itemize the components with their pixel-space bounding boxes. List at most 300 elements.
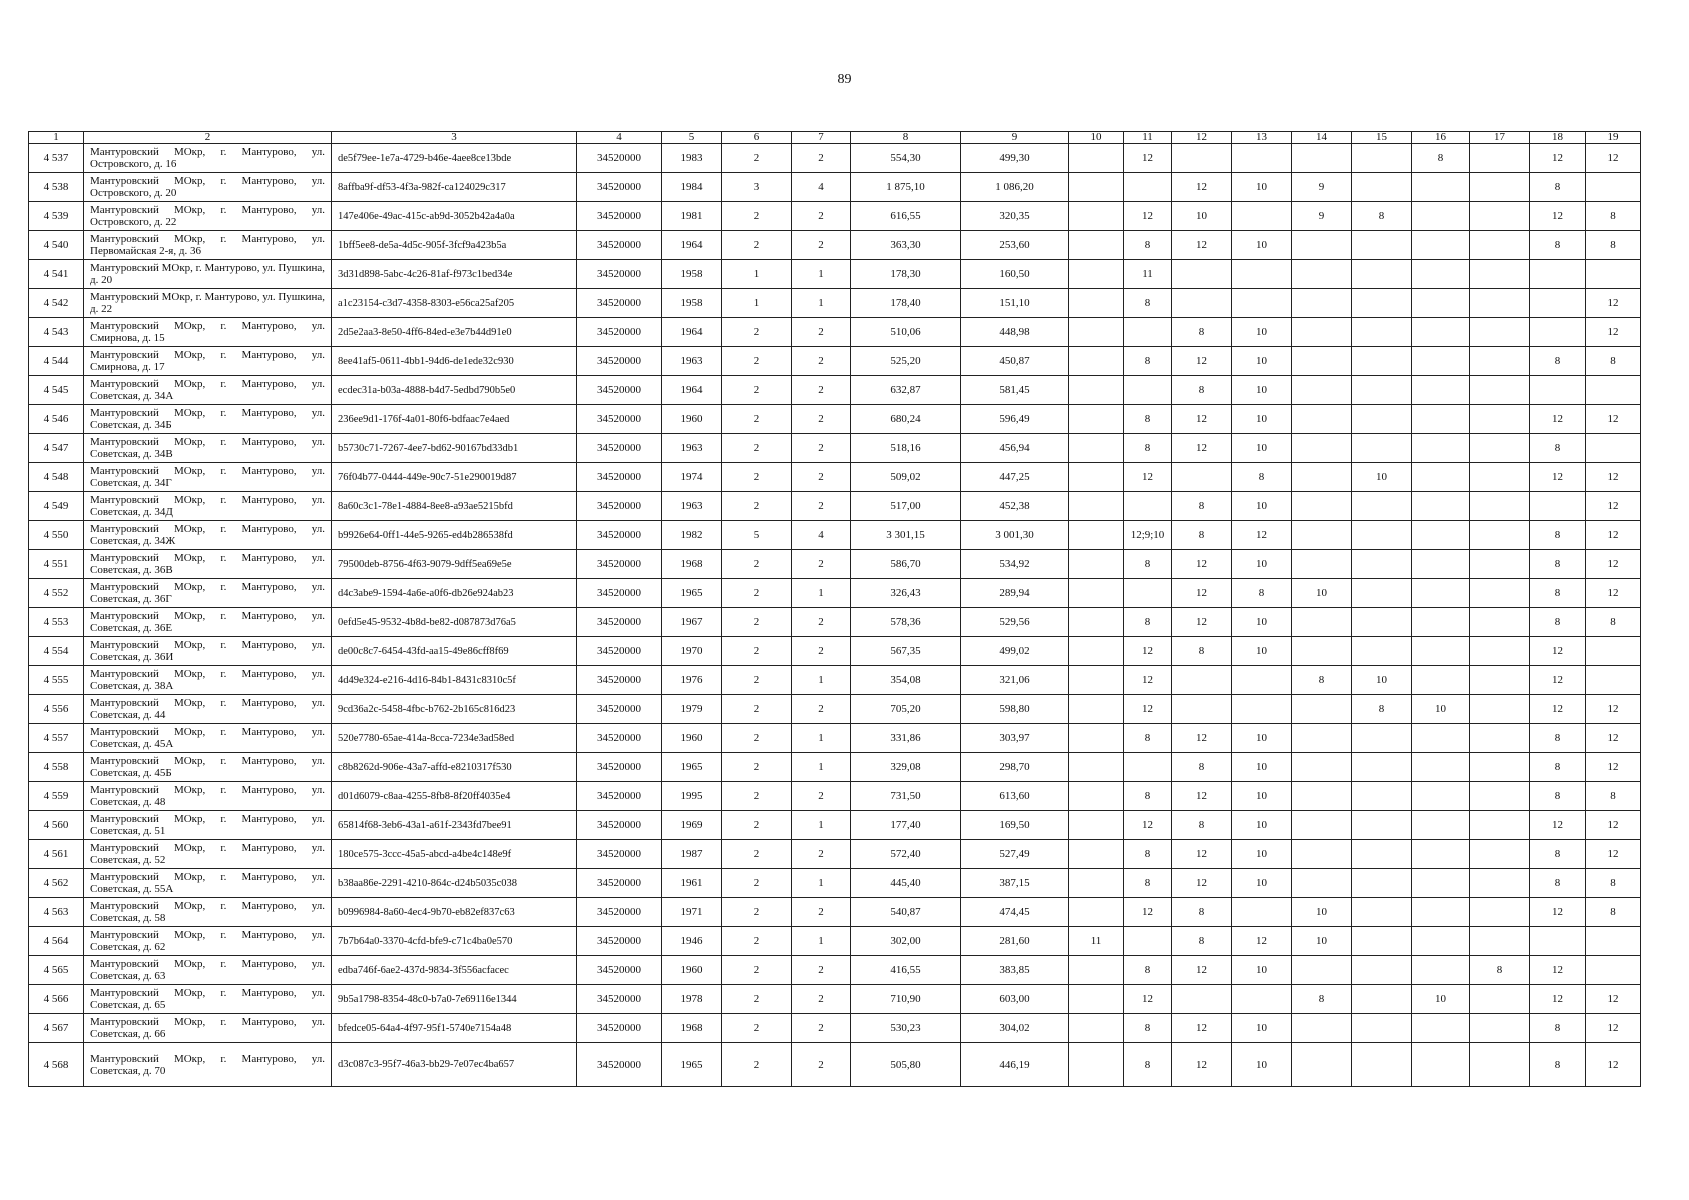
table-cell bbox=[1069, 753, 1124, 782]
table-row bbox=[29, 782, 1641, 811]
table-cell: 2 bbox=[792, 898, 851, 927]
table-cell bbox=[1069, 492, 1124, 521]
table-cell: 12 bbox=[1586, 318, 1641, 347]
table-cell: 616,55 bbox=[851, 202, 961, 231]
page-number: 89 bbox=[837, 72, 852, 87]
table-cell: 1 bbox=[792, 811, 851, 840]
table-cell: 12 bbox=[1172, 434, 1232, 463]
table-cell: 5 bbox=[722, 521, 792, 550]
table-cell: bfedce05-64a4-4f97-95f1-5740e7154a48 bbox=[332, 1014, 577, 1043]
table-cell: Мантуровский МОкр, г. Мантурово, ул. Советская, д. 62 bbox=[84, 927, 332, 956]
table-cell: 4 568 bbox=[29, 1043, 84, 1087]
table-cell: 34520000 bbox=[577, 927, 662, 956]
table-cell bbox=[1069, 724, 1124, 753]
table-cell bbox=[1586, 666, 1641, 695]
table-cell: 1 bbox=[722, 289, 792, 318]
table-cell bbox=[1470, 260, 1530, 289]
table-row bbox=[29, 956, 1641, 985]
table-cell: 1 875,10 bbox=[851, 173, 961, 202]
table-cell: b0996984-8a60-4ec4-9b70-eb82ef837c63 bbox=[332, 898, 577, 927]
table-row bbox=[29, 463, 1641, 492]
table-cell bbox=[1412, 840, 1470, 869]
table-cell: 289,94 bbox=[961, 579, 1069, 608]
table-cell: 10 bbox=[1232, 347, 1292, 376]
table-cell: 2 bbox=[792, 1014, 851, 1043]
column-header: 18 bbox=[1530, 132, 1586, 144]
table-cell: 1968 bbox=[662, 550, 722, 579]
table-cell: 1969 bbox=[662, 811, 722, 840]
table-cell bbox=[1352, 753, 1412, 782]
column-header: 2 bbox=[84, 132, 332, 144]
table-cell bbox=[1069, 376, 1124, 405]
table-cell: 530,23 bbox=[851, 1014, 961, 1043]
table-cell: 10 bbox=[1232, 608, 1292, 637]
table-cell: 1 bbox=[792, 579, 851, 608]
table-cell: 12 bbox=[1586, 463, 1641, 492]
table-cell: 710,90 bbox=[851, 985, 961, 1014]
table-cell bbox=[1470, 550, 1530, 579]
table-cell: 11 bbox=[1124, 260, 1172, 289]
table-row bbox=[29, 202, 1641, 231]
table-cell: 8affba9f-df53-4f3a-982f-ca124029c317 bbox=[332, 173, 577, 202]
table-cell: 34520000 bbox=[577, 666, 662, 695]
table-cell: 4 549 bbox=[29, 492, 84, 521]
table-cell: Мантуровский МОкр, г. Мантурово, ул. Островского, д. 22 bbox=[84, 202, 332, 231]
table-cell: 567,35 bbox=[851, 637, 961, 666]
table-cell: 4 555 bbox=[29, 666, 84, 695]
table-cell bbox=[1470, 318, 1530, 347]
table-cell: 12 bbox=[1530, 956, 1586, 985]
table-cell: 34520000 bbox=[577, 434, 662, 463]
table-cell bbox=[1470, 811, 1530, 840]
table-cell: a1c23154-c3d7-4358-8303-e56ca25af205 bbox=[332, 289, 577, 318]
table-cell bbox=[1069, 608, 1124, 637]
column-header: 6 bbox=[722, 132, 792, 144]
table-cell: 178,40 bbox=[851, 289, 961, 318]
table-cell: 1987 bbox=[662, 840, 722, 869]
table-cell bbox=[1069, 956, 1124, 985]
table-cell: 1965 bbox=[662, 1043, 722, 1087]
table-cell: 1958 bbox=[662, 289, 722, 318]
table-cell: 1963 bbox=[662, 347, 722, 376]
table-cell: 4 541 bbox=[29, 260, 84, 289]
table-cell: 387,15 bbox=[961, 869, 1069, 898]
table-cell: 10 bbox=[1232, 318, 1292, 347]
table-cell: 4 551 bbox=[29, 550, 84, 579]
table-cell bbox=[1412, 1043, 1470, 1087]
table-cell: 1995 bbox=[662, 782, 722, 811]
table-cell: 4 547 bbox=[29, 434, 84, 463]
table-cell: 1 bbox=[792, 289, 851, 318]
table-cell: 2 bbox=[792, 985, 851, 1014]
table-cell bbox=[1470, 173, 1530, 202]
table-cell bbox=[1470, 376, 1530, 405]
table-cell bbox=[1412, 869, 1470, 898]
table-cell: 4 540 bbox=[29, 231, 84, 260]
table-cell bbox=[1292, 608, 1352, 637]
table-cell bbox=[1470, 782, 1530, 811]
table-cell: 7b7b64a0-3370-4cfd-bfe9-c71c4ba0e570 bbox=[332, 927, 577, 956]
table-cell: 510,06 bbox=[851, 318, 961, 347]
table-cell: 34520000 bbox=[577, 579, 662, 608]
table-cell bbox=[1352, 347, 1412, 376]
table-cell bbox=[1470, 521, 1530, 550]
table-cell: 12 bbox=[1530, 463, 1586, 492]
table-cell: 8 bbox=[1124, 1043, 1172, 1087]
table-cell: 236ee9d1-176f-4a01-80f6-bdfaac7e4aed bbox=[332, 405, 577, 434]
table-cell: 8 bbox=[1352, 695, 1412, 724]
table-cell: 1967 bbox=[662, 608, 722, 637]
table-cell: 10 bbox=[1232, 231, 1292, 260]
table-cell bbox=[1412, 347, 1470, 376]
table-cell: 1974 bbox=[662, 463, 722, 492]
table-cell bbox=[1124, 492, 1172, 521]
table-cell bbox=[1412, 753, 1470, 782]
table-cell bbox=[1352, 289, 1412, 318]
table-cell: 34520000 bbox=[577, 985, 662, 1014]
table-row bbox=[29, 753, 1641, 782]
table-cell: 320,35 bbox=[961, 202, 1069, 231]
table-cell bbox=[1470, 463, 1530, 492]
registry-table bbox=[28, 131, 1641, 1087]
table-cell: 10 bbox=[1292, 579, 1352, 608]
table-cell: 8 bbox=[1530, 869, 1586, 898]
table-cell: 8 bbox=[1530, 840, 1586, 869]
table-cell: 34520000 bbox=[577, 608, 662, 637]
table-cell: 8 bbox=[1124, 231, 1172, 260]
table-cell: Мантуровский МОкр, г. Мантурово, ул. Советская, д. 44 bbox=[84, 695, 332, 724]
table-cell: 4 bbox=[792, 173, 851, 202]
table-cell bbox=[1069, 811, 1124, 840]
table-cell bbox=[1530, 289, 1586, 318]
table-cell: Мантуровский МОкр, г. Мантурово, ул. Советская, д. 34Ж bbox=[84, 521, 332, 550]
table-cell bbox=[1530, 318, 1586, 347]
table-cell: 8 bbox=[1530, 782, 1586, 811]
table-cell: Мантуровский МОкр, г. Мантурово, ул. Первомайская 2-я, д. 36 bbox=[84, 231, 332, 260]
table-cell: 12 bbox=[1530, 811, 1586, 840]
table-cell: b5730c71-7267-4ee7-bd62-90167bd33db1 bbox=[332, 434, 577, 463]
table-cell: 2 bbox=[722, 724, 792, 753]
table-cell: 8 bbox=[1530, 231, 1586, 260]
table-cell bbox=[1292, 434, 1352, 463]
table-cell: 8 bbox=[1172, 318, 1232, 347]
table-cell: 34520000 bbox=[577, 898, 662, 927]
table-cell: 3 bbox=[722, 173, 792, 202]
table-cell: 4 562 bbox=[29, 869, 84, 898]
table-cell bbox=[1172, 695, 1232, 724]
table-cell: 8 bbox=[1530, 434, 1586, 463]
table-cell bbox=[1124, 927, 1172, 956]
table-cell: 474,45 bbox=[961, 898, 1069, 927]
table-cell: 34520000 bbox=[577, 202, 662, 231]
table-cell: 534,92 bbox=[961, 550, 1069, 579]
table-cell bbox=[1586, 927, 1641, 956]
table-cell bbox=[1069, 869, 1124, 898]
table-cell: 8 bbox=[1172, 376, 1232, 405]
table-cell bbox=[1292, 231, 1352, 260]
table-cell: 12 bbox=[1530, 898, 1586, 927]
table-cell: 8 bbox=[1172, 927, 1232, 956]
table-cell: 446,19 bbox=[961, 1043, 1069, 1087]
table-cell: 4 556 bbox=[29, 695, 84, 724]
table-row bbox=[29, 376, 1641, 405]
table-cell: 12 bbox=[1172, 724, 1232, 753]
table-cell bbox=[1069, 695, 1124, 724]
table-cell: 34520000 bbox=[577, 173, 662, 202]
table-cell bbox=[1470, 608, 1530, 637]
table-cell: 4 560 bbox=[29, 811, 84, 840]
table-cell bbox=[1232, 202, 1292, 231]
table-cell: 596,49 bbox=[961, 405, 1069, 434]
table-cell: 598,80 bbox=[961, 695, 1069, 724]
table-cell: 4 542 bbox=[29, 289, 84, 318]
table-cell bbox=[1470, 898, 1530, 927]
table-cell: 10 bbox=[1232, 840, 1292, 869]
table-cell: 540,87 bbox=[851, 898, 961, 927]
table-cell bbox=[1352, 231, 1412, 260]
table-cell: 12 bbox=[1172, 231, 1232, 260]
table-cell bbox=[1412, 231, 1470, 260]
table-body bbox=[29, 144, 1641, 1087]
table-cell: 10 bbox=[1232, 753, 1292, 782]
table-cell bbox=[1412, 782, 1470, 811]
table-cell bbox=[1412, 202, 1470, 231]
table-cell: 151,10 bbox=[961, 289, 1069, 318]
table-cell: 1964 bbox=[662, 231, 722, 260]
table-cell: 1 bbox=[792, 666, 851, 695]
table-cell: 12 bbox=[1586, 753, 1641, 782]
table-cell bbox=[1352, 405, 1412, 434]
column-header: 10 bbox=[1069, 132, 1124, 144]
table-cell: 1 086,20 bbox=[961, 173, 1069, 202]
table-cell bbox=[1352, 927, 1412, 956]
table-cell bbox=[1352, 637, 1412, 666]
table-cell: 2 bbox=[722, 666, 792, 695]
table-cell: 8 bbox=[1124, 782, 1172, 811]
table-cell: d01d6079-c8aa-4255-8fb8-8f20ff4035e4 bbox=[332, 782, 577, 811]
table-cell bbox=[1470, 869, 1530, 898]
table-cell bbox=[1352, 811, 1412, 840]
table-cell bbox=[1412, 666, 1470, 695]
table-cell bbox=[1352, 898, 1412, 927]
table-cell: 3d31d898-5abc-4c26-81af-f973c1bed34e bbox=[332, 260, 577, 289]
table-cell: d4c3abe9-1594-4a6e-a0f6-db26e924ab23 bbox=[332, 579, 577, 608]
table-cell: 2 bbox=[792, 695, 851, 724]
table-cell: 2 bbox=[792, 347, 851, 376]
table-cell bbox=[1586, 173, 1641, 202]
table-row bbox=[29, 637, 1641, 666]
table-cell: 4 548 bbox=[29, 463, 84, 492]
table-cell bbox=[1352, 840, 1412, 869]
table-cell: Мантуровский МОкр, г. Мантурово, ул. Советская, д. 65 bbox=[84, 985, 332, 1014]
table-cell bbox=[1069, 637, 1124, 666]
table-cell: 1978 bbox=[662, 985, 722, 1014]
table-cell: 34520000 bbox=[577, 260, 662, 289]
table-cell bbox=[1412, 376, 1470, 405]
column-header: 7 bbox=[792, 132, 851, 144]
table-cell: 329,08 bbox=[851, 753, 961, 782]
table-cell bbox=[1412, 289, 1470, 318]
table-cell bbox=[1470, 985, 1530, 1014]
table-cell bbox=[1412, 173, 1470, 202]
table-cell: 34520000 bbox=[577, 144, 662, 173]
table-cell: 3 301,15 bbox=[851, 521, 961, 550]
table-row bbox=[29, 608, 1641, 637]
table-cell: 8 bbox=[1530, 753, 1586, 782]
table-cell bbox=[1586, 434, 1641, 463]
table-cell: 34520000 bbox=[577, 840, 662, 869]
table-row bbox=[29, 898, 1641, 927]
table-cell: 4 543 bbox=[29, 318, 84, 347]
table-cell bbox=[1292, 521, 1352, 550]
table-cell: 10 bbox=[1232, 1014, 1292, 1043]
table-row bbox=[29, 231, 1641, 260]
table-cell: 8 bbox=[1530, 1014, 1586, 1043]
table-cell: 8 bbox=[1530, 347, 1586, 376]
table-cell: 529,56 bbox=[961, 608, 1069, 637]
table-cell bbox=[1470, 405, 1530, 434]
table-cell: 8 bbox=[1124, 289, 1172, 318]
table-cell: 34520000 bbox=[577, 347, 662, 376]
table-cell: 12 bbox=[1586, 1043, 1641, 1087]
table-cell: 12 bbox=[1530, 666, 1586, 695]
table-cell: 34520000 bbox=[577, 1043, 662, 1087]
table-cell: 1965 bbox=[662, 753, 722, 782]
table-cell bbox=[1352, 782, 1412, 811]
table-cell bbox=[1292, 695, 1352, 724]
table-row bbox=[29, 869, 1641, 898]
table-cell: 34520000 bbox=[577, 405, 662, 434]
table-cell: 1 bbox=[792, 869, 851, 898]
table-cell bbox=[1069, 318, 1124, 347]
table-cell: 12 bbox=[1586, 724, 1641, 753]
table-cell: 2 bbox=[722, 579, 792, 608]
table-cell: 10 bbox=[1232, 724, 1292, 753]
table-cell: 12 bbox=[1586, 840, 1641, 869]
table-cell: 12 bbox=[1586, 521, 1641, 550]
table-cell: 10 bbox=[1232, 376, 1292, 405]
column-header: 5 bbox=[662, 132, 722, 144]
table-cell: 8 bbox=[1124, 724, 1172, 753]
table-cell: 2 bbox=[722, 376, 792, 405]
table-cell: 10 bbox=[1412, 695, 1470, 724]
table-cell: 1961 bbox=[662, 869, 722, 898]
table-cell: 4 554 bbox=[29, 637, 84, 666]
table-cell bbox=[1292, 956, 1352, 985]
table-cell: 304,02 bbox=[961, 1014, 1069, 1043]
table-cell: 8 bbox=[1586, 347, 1641, 376]
table-cell: Мантуровский МОкр, г. Мантурово, ул. Советская, д. 52 bbox=[84, 840, 332, 869]
table-cell bbox=[1352, 1014, 1412, 1043]
table-cell bbox=[1172, 463, 1232, 492]
table-row bbox=[29, 492, 1641, 521]
table-cell: 12 bbox=[1530, 202, 1586, 231]
column-header: 13 bbox=[1232, 132, 1292, 144]
table-cell bbox=[1292, 405, 1352, 434]
table-cell bbox=[1292, 260, 1352, 289]
table-cell: 34520000 bbox=[577, 782, 662, 811]
table-cell: Мантуровский МОкр, г. Мантурово, ул. Советская, д. 36В bbox=[84, 550, 332, 579]
table-cell: 8 bbox=[1530, 724, 1586, 753]
table-cell: 2 bbox=[722, 898, 792, 927]
table-cell bbox=[1232, 985, 1292, 1014]
table-cell: 4 537 bbox=[29, 144, 84, 173]
table-cell: 12 bbox=[1172, 579, 1232, 608]
table-row bbox=[29, 347, 1641, 376]
table-cell: 2 bbox=[792, 376, 851, 405]
table-cell bbox=[1292, 144, 1352, 173]
table-cell: 10 bbox=[1352, 463, 1412, 492]
table-cell: 8 bbox=[1232, 463, 1292, 492]
table-cell: 8 bbox=[1172, 637, 1232, 666]
table-cell: 8 bbox=[1124, 608, 1172, 637]
table-cell: 12 bbox=[1586, 492, 1641, 521]
table-cell bbox=[1530, 260, 1586, 289]
table-cell: 456,94 bbox=[961, 434, 1069, 463]
table-cell bbox=[1352, 492, 1412, 521]
table-cell bbox=[1412, 811, 1470, 840]
table-cell: 10 bbox=[1172, 202, 1232, 231]
table-cell: 326,43 bbox=[851, 579, 961, 608]
table-cell bbox=[1352, 1043, 1412, 1087]
table-cell: 2 bbox=[722, 608, 792, 637]
table-cell: Мантуровский МОкр, г. Мантурово, ул. Советская, д. 36Е bbox=[84, 608, 332, 637]
table-cell: 10 bbox=[1292, 898, 1352, 927]
table-cell bbox=[1412, 608, 1470, 637]
table-cell: 1984 bbox=[662, 173, 722, 202]
table-cell: 10 bbox=[1232, 405, 1292, 434]
table-cell: 12 bbox=[1172, 1014, 1232, 1043]
table-cell: edba746f-6ae2-437d-9834-3f556acfacec bbox=[332, 956, 577, 985]
table-cell: 1946 bbox=[662, 927, 722, 956]
table-cell bbox=[1470, 289, 1530, 318]
table-cell: 8 bbox=[1586, 782, 1641, 811]
table-cell: 298,70 bbox=[961, 753, 1069, 782]
table-cell: 1960 bbox=[662, 956, 722, 985]
table-cell: 4 552 bbox=[29, 579, 84, 608]
table-cell: 705,20 bbox=[851, 695, 961, 724]
header-row bbox=[29, 132, 1641, 144]
table-cell: 2d5e2aa3-8e50-4ff6-84ed-e3e7b44d91e0 bbox=[332, 318, 577, 347]
table-cell bbox=[1292, 1014, 1352, 1043]
table-cell bbox=[1352, 318, 1412, 347]
table-cell bbox=[1069, 289, 1124, 318]
table-cell bbox=[1292, 492, 1352, 521]
table-cell bbox=[1352, 260, 1412, 289]
table-cell bbox=[1470, 724, 1530, 753]
table-cell bbox=[1292, 753, 1352, 782]
table-cell: b9926e64-0ff1-44e5-9265-ed4b286538fd bbox=[332, 521, 577, 550]
table-cell: 12 bbox=[1124, 144, 1172, 173]
table-cell: 1964 bbox=[662, 376, 722, 405]
table-row bbox=[29, 144, 1641, 173]
table-cell: 2 bbox=[722, 1043, 792, 1087]
column-header: 12 bbox=[1172, 132, 1232, 144]
table-cell: 2 bbox=[722, 840, 792, 869]
table-cell: 2 bbox=[722, 492, 792, 521]
table-cell: 2 bbox=[792, 202, 851, 231]
table-cell bbox=[1292, 347, 1352, 376]
table-row bbox=[29, 1043, 1641, 1087]
table-row bbox=[29, 550, 1641, 579]
table-cell bbox=[1412, 260, 1470, 289]
table-cell: 4 bbox=[792, 521, 851, 550]
table-cell: 10 bbox=[1232, 956, 1292, 985]
table-cell bbox=[1470, 1043, 1530, 1087]
table-cell bbox=[1292, 782, 1352, 811]
table-cell: 8 bbox=[1530, 1043, 1586, 1087]
table-row bbox=[29, 695, 1641, 724]
